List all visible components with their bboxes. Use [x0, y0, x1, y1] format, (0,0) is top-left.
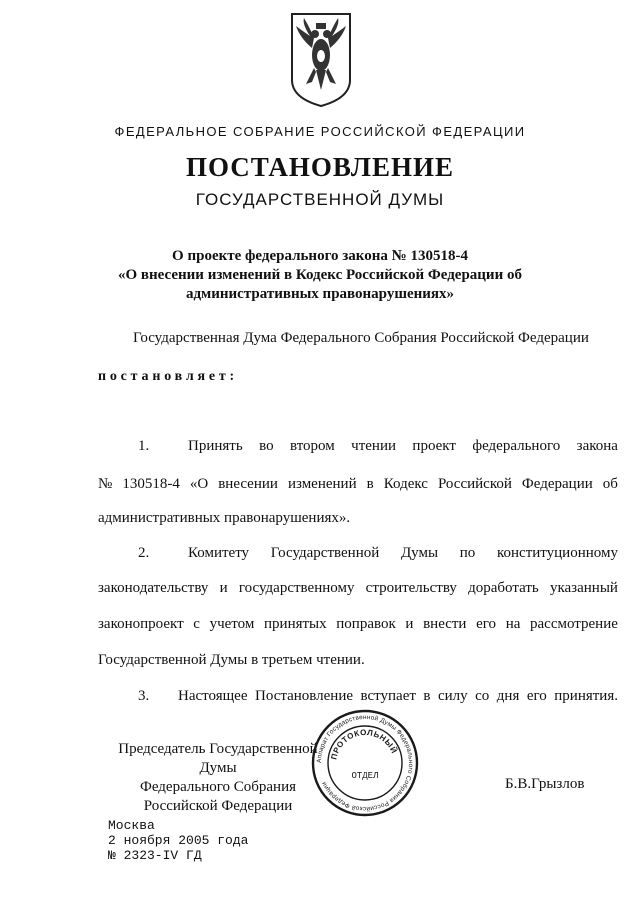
word: доработать [468, 580, 539, 596]
word: Государственной [270, 545, 380, 561]
word: и [219, 580, 228, 596]
word: принятия. [554, 688, 618, 704]
item-number: 1. [138, 438, 150, 454]
word: Думы [400, 545, 439, 561]
item-text-first-line [188, 438, 618, 455]
signer-position [98, 740, 338, 816]
word: учетом [209, 616, 255, 632]
document-subject [0, 247, 640, 304]
word: в [366, 476, 374, 492]
word: и [405, 616, 414, 632]
word: проект [412, 438, 456, 454]
word: 130518-4 [122, 476, 180, 492]
item-2-line-3 [98, 616, 618, 633]
word: внести [423, 616, 467, 632]
document-footer [108, 818, 248, 863]
word: Российской [437, 476, 512, 492]
seal-center-text: ОТДЕЛ [351, 771, 379, 781]
word: его [476, 616, 497, 632]
signer-name: Б.В.Грызлов [505, 776, 585, 792]
item-1-line-1 [98, 438, 618, 455]
item-1-line-2 [98, 476, 618, 493]
word: на [505, 616, 521, 632]
word: конституционному [497, 545, 618, 561]
word: «О [189, 476, 209, 492]
item-number: 3. [138, 688, 150, 704]
document-type-title: ПОСТАНОВЛЕНИЕ [185, 152, 455, 182]
word: законопроект [98, 616, 184, 632]
word: принятых [264, 616, 327, 632]
seal-inner-text: ПРОТОКОЛЬНЫЙ [329, 727, 399, 761]
seal-outer-text: Аппарат Государственной Думы Федерального Собрания Российской Федерации [315, 713, 415, 813]
footer-date: 2 ноября 2005 года [108, 833, 249, 848]
word: силу [437, 688, 468, 704]
resolves-word: постановляет: [98, 369, 239, 384]
item-number: 2. [138, 545, 150, 561]
word: Постановление [254, 688, 354, 704]
state-emblem [286, 10, 356, 108]
subject-line: О проекте федерального закона № 130518-4 [172, 248, 468, 264]
word: поправок [336, 616, 396, 632]
word: чтении [351, 438, 397, 454]
word: со [475, 688, 490, 704]
word: втором [289, 438, 335, 454]
word: в [423, 688, 431, 704]
word: Федерации [521, 476, 593, 492]
word: Настоящее [178, 688, 248, 704]
word: Принять [188, 438, 243, 454]
word: во [259, 438, 274, 454]
signer-position-line: Федерального Собрания [139, 779, 297, 795]
word: изменений [287, 476, 357, 492]
word: его [526, 688, 547, 704]
word: вступает [360, 688, 416, 704]
word: Кодекс [383, 476, 428, 492]
word: законодательству [98, 580, 209, 596]
item-text-first-line [188, 545, 618, 562]
word: дня [496, 688, 520, 704]
subject-line: административных правонарушениях» [185, 286, 455, 302]
footer-number: № 2323-IV ГД [108, 848, 202, 863]
subject-line: «О внесении изменений в Кодекс Российской Федерации об [118, 267, 522, 283]
item-2-line-4: Государственной Думы в третьем чтении. [98, 652, 365, 668]
footer-city: Москва [108, 818, 155, 833]
federal-assembly-heading: ФЕДЕРАЛЬНОЕ СОБРАНИЕ РОССИЙСКОЙ ФЕДЕРАЦИИ [114, 124, 526, 139]
item-3-line-1 [98, 688, 618, 705]
word: об [602, 476, 618, 492]
word: с [193, 616, 200, 632]
word: строительству [365, 580, 457, 596]
preamble: Государственная Дума Федерального Собрания Российской Федерации [133, 330, 589, 346]
word: внесении [218, 476, 278, 492]
word: Комитету [188, 545, 250, 561]
item-2-line-1 [98, 545, 618, 562]
word: государственному [238, 580, 355, 596]
word: по [459, 545, 476, 561]
word: рассмотрение [530, 616, 618, 632]
signer-position-line: Председатель Государственной Думы [118, 741, 318, 776]
signer-position-line: Российской Федерации [143, 798, 293, 814]
svg-text:ПРОТОКОЛЬНЫЙ [329, 728, 398, 761]
item-text-first-line [178, 688, 618, 705]
word: указанный [549, 580, 618, 596]
item-1-line-3: административных правонарушениях». [98, 510, 351, 526]
item-2-line-2 [98, 580, 618, 597]
word: № [98, 476, 113, 492]
word: федерального [472, 438, 561, 454]
document-issuer: ГОСУДАРСТВЕННОЙ ДУМЫ [195, 190, 445, 209]
official-seal-stamp [310, 708, 420, 818]
word: закона [576, 438, 618, 454]
